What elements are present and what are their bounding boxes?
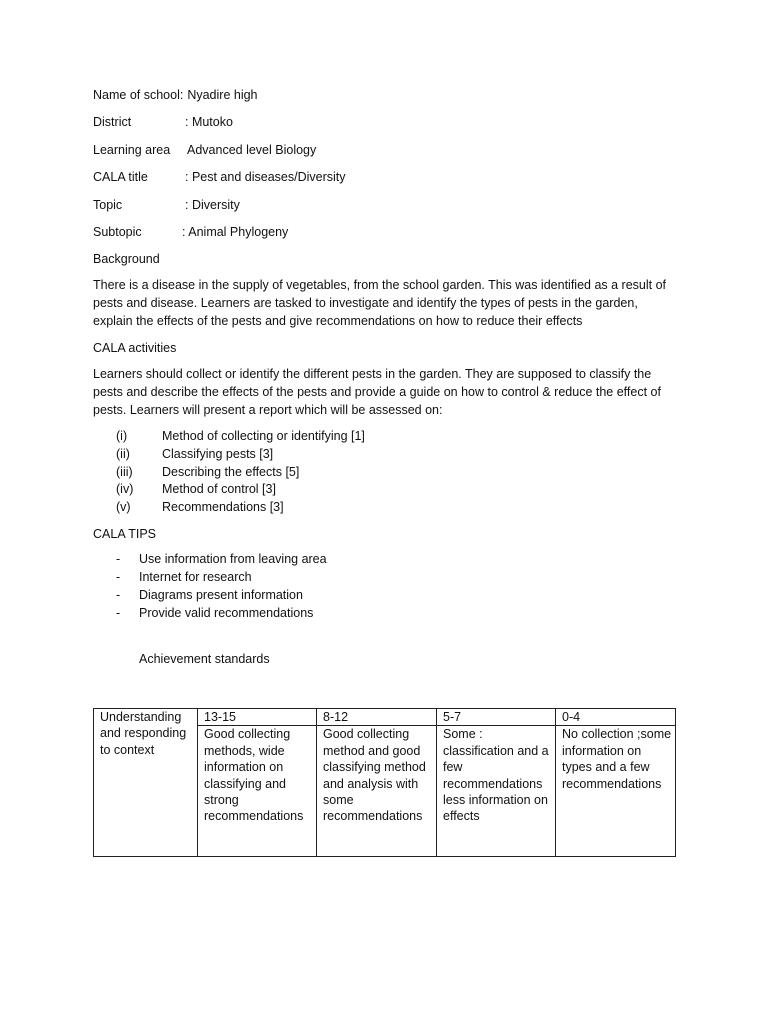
school-field (93, 86, 675, 113)
achievement-standards-title: Achievement standards (139, 651, 270, 666)
criterion-number: (iii) (116, 464, 133, 479)
bullet-dash-icon: - (116, 570, 121, 585)
bullet-dash-icon: - (116, 605, 121, 620)
activities-heading: CALA activities (93, 341, 177, 356)
tip-text: Provide valid recommendations (139, 605, 314, 620)
document-page (93, 86, 675, 668)
district-value: : Mutoko (185, 115, 233, 130)
cala-title-field (93, 168, 675, 195)
learning-area-label: Learning area (93, 142, 171, 157)
list-item (93, 569, 675, 587)
list-item (93, 605, 675, 623)
tips-heading: CALA TIPS (93, 527, 156, 542)
subtopic-value: : Animal Phylogeny (182, 224, 289, 239)
district-label: District (93, 115, 132, 130)
achievement-standards-table (93, 708, 676, 857)
criterion-text: Classifying pests [3] (162, 446, 274, 461)
school-value: Nyadire high (187, 88, 258, 102)
descriptor-cell: Some : classification and a few recommendations less information on effects (437, 726, 556, 857)
criterion-number: (i) (116, 429, 128, 444)
list-item (93, 551, 675, 569)
score-range-cell: 0-4 (556, 709, 676, 726)
activities-text: Learners should collect or identify the different pests in the garden. They are supposed to classify the pests and describe the effects of the pests and provide a guide on how to control & reduce the effect of pests. Learners will present a report which will be assessed on: (93, 367, 661, 418)
assessment-criteria-list (93, 428, 675, 516)
score-range-cell: 5-7 (437, 709, 556, 726)
school-label: Name of school: (93, 88, 184, 102)
topic-field (93, 196, 675, 223)
list-item (93, 481, 675, 499)
bullet-dash-icon: - (116, 552, 121, 567)
descriptor-cell: No collection ;some information on types and a few recommendations (556, 726, 676, 857)
score-range-cell: 13-15 (198, 709, 317, 726)
subtopic-label: Subtopic (93, 224, 142, 239)
criterion-text: Method of control [3] (162, 482, 276, 497)
table-row (94, 709, 676, 726)
criterion-text: Describing the effects [5] (162, 464, 300, 479)
list-item (93, 499, 675, 517)
list-item (93, 428, 675, 446)
score-range-cell: 8-12 (317, 709, 437, 726)
learning-area-value: Advanced level Biology (187, 142, 317, 157)
district-field (93, 113, 675, 140)
criterion-number: (v) (116, 499, 131, 514)
tip-text: Internet for research (139, 570, 252, 585)
subtopic-field (93, 223, 675, 250)
tips-list (93, 551, 675, 622)
bullet-dash-icon: - (116, 587, 121, 602)
cala-title-label: CALA title (93, 170, 148, 185)
topic-label: Topic (93, 197, 123, 212)
criterion-number: (ii) (116, 446, 130, 461)
list-item (93, 446, 675, 464)
descriptor-cell: Good collecting method and good classifying method and analysis with some recommendations (317, 726, 437, 857)
topic-value: : Diversity (185, 197, 240, 212)
learning-area-field (93, 141, 675, 168)
tip-text: Diagrams present information (139, 587, 303, 602)
cala-title-value: : Pest and diseases/Diversity (185, 170, 346, 185)
list-item (93, 464, 675, 482)
criterion-text: Method of collecting or identifying [1] (162, 429, 365, 444)
background-heading: Background (93, 252, 160, 267)
descriptor-cell: Good collecting methods, wide information on classifying and strong recommendations (198, 726, 317, 857)
criterion-text: Recommendations [3] (162, 499, 284, 514)
list-item (93, 587, 675, 605)
criterion-number: (iv) (116, 482, 134, 497)
row-label-cell: Understanding and responding to context (94, 709, 198, 857)
background-text: There is a disease in the supply of vegetables, from the school garden. This was identified as a result of pests and disease. Learners are tasked to investigate and identify the types of pests in the garden, explain the effects of the pests and give recommendations on how to reduce their effects (93, 278, 667, 329)
tip-text: Use information from leaving area (139, 552, 327, 567)
